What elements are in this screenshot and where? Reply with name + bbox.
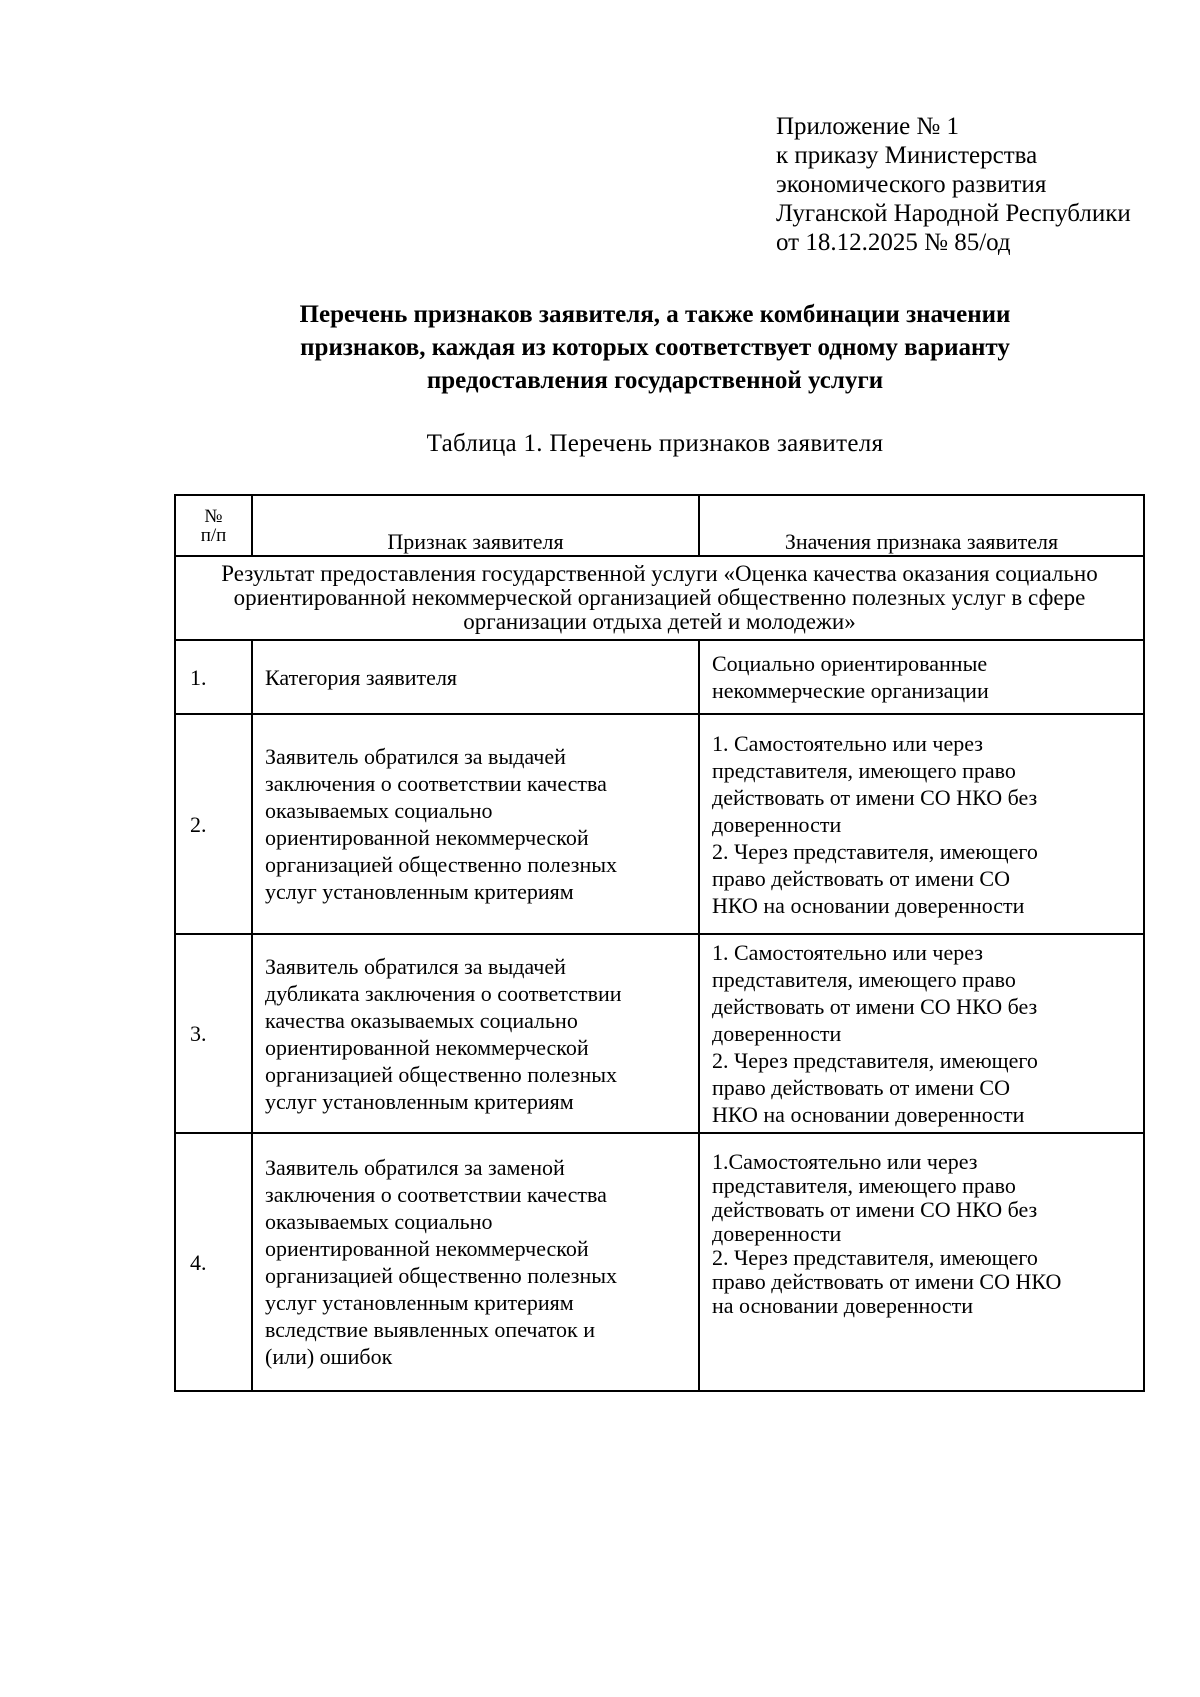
row-number: 3. [175, 934, 252, 1133]
value-line: 2. Через представителя, имеющего [712, 838, 1038, 864]
document-title [175, 298, 1135, 397]
feature-line: ориентированной некоммерческой [265, 825, 589, 850]
appendix-line: к приказу Министерства [776, 142, 1038, 169]
feature-line: ориентированной некоммерческой [265, 1236, 589, 1261]
header-num-cell [175, 495, 252, 556]
value-line: представителя, имеющего право [712, 1173, 1016, 1198]
value-line: доверенности [712, 1021, 842, 1046]
feature-line: Заявитель обратился за выдачей [265, 744, 566, 769]
table-row [175, 640, 1144, 714]
header-num-sign: № [204, 505, 223, 527]
value-line: представителя, имеющего право [712, 967, 1016, 992]
value-line: 1.Самостоятельно или через [712, 1149, 978, 1174]
appendix-block [776, 112, 1131, 257]
row-feature [252, 714, 699, 934]
feature-line: Заявитель обратился за выдачей [265, 953, 566, 979]
title-line: признаков, каждая из которых соответствует одному варианту [300, 334, 1010, 361]
value-line: право действовать от имени СО [712, 865, 1010, 891]
feature-line: услуг установленным критериям [265, 879, 574, 904]
table-header-row [175, 495, 1144, 556]
value-line: 1. Самостоятельно или через [712, 730, 983, 756]
value-line: доверенности [712, 1221, 842, 1246]
feature-line: оказываемых социально [265, 798, 493, 823]
feature-line: Категория заявителя [265, 664, 458, 690]
result-line: ориентированной некоммерческой организацией общественно полезных услуг в сфере [233, 585, 1086, 610]
result-line: организации отдыха детей и молодежи» [463, 609, 856, 634]
value-line: действовать от имени СО НКО без [712, 1197, 1038, 1222]
title-line: предоставления государственной услуги [426, 367, 884, 394]
header-value-cell: Значения признака заявителя [699, 495, 1144, 556]
value-line: доверенности [712, 811, 842, 837]
feature-line: организацией общественно полезных [265, 1263, 618, 1288]
table-row [175, 714, 1144, 934]
header-feature-cell: Признак заявителя [252, 495, 699, 556]
title-line: Перечень признаков заявителя, а также комбинации значении [299, 301, 1011, 328]
value-line: НКО на основании доверенности [712, 1102, 1025, 1127]
appendix-line: от 18.12.2025 № 85/од [776, 229, 1011, 256]
row-number: 1. [175, 640, 252, 714]
row-number: 4. [175, 1133, 252, 1391]
row-number: 2. [175, 714, 252, 934]
feature-line: ориентированной некоммерческой [265, 1034, 589, 1060]
value-line: действовать от имени СО НКО без [712, 994, 1038, 1019]
feature-line: оказываемых социально [265, 1209, 493, 1234]
row-feature [252, 1133, 699, 1391]
value-line: на основании доверенности [712, 1293, 974, 1318]
row-value [699, 1133, 1144, 1391]
row-feature [252, 640, 699, 714]
value-line: НКО на основании доверенности [712, 892, 1025, 918]
value-line: 2. Через представителя, имеющего [712, 1048, 1038, 1073]
value-line: право действовать от имени СО НКО [712, 1269, 1062, 1294]
feature-line: заключения о соответствии качества [265, 771, 607, 796]
appendix-line: Луганской Народной Республики [776, 200, 1131, 227]
value-line: право действовать от имени СО [712, 1075, 1010, 1100]
feature-line: дубликата заключения о соответствии [265, 980, 622, 1006]
header-num-abbr: п/п [200, 524, 227, 546]
value-line: действовать от имени СО НКО без [712, 784, 1038, 810]
result-line: Результат предоставления государственной услуги «Оценка качества оказания социально [221, 561, 1098, 586]
feature-line: (или) ошибок [265, 1344, 393, 1369]
row-value [699, 640, 1144, 714]
feature-line: качества оказываемых социально [265, 1007, 578, 1033]
row-value [699, 714, 1144, 934]
applicant-features-table [174, 494, 1145, 1392]
result-row [175, 556, 1144, 640]
feature-line: Заявитель обратился за заменой [265, 1155, 565, 1180]
value-line: представителя, имеющего право [712, 757, 1016, 783]
feature-line: услуг установленным критериям [265, 1088, 574, 1114]
feature-line: организацией общественно полезных [265, 852, 618, 877]
feature-line: вследствие выявленных опечаток и [265, 1317, 595, 1342]
value-line: 1. Самостоятельно или через [712, 940, 983, 965]
feature-line: организацией общественно полезных [265, 1061, 618, 1087]
value-line: некоммерческие организации [712, 678, 989, 703]
appendix-line: экономического развития [776, 171, 1047, 198]
feature-line: услуг установленным критериям [265, 1290, 574, 1315]
value-line: Социально ориентированные [712, 651, 988, 676]
table-row [175, 934, 1144, 1133]
appendix-line: Приложение № 1 [776, 113, 960, 140]
table-caption: Таблица 1. Перечень признаков заявителя [426, 430, 884, 457]
row-value [699, 934, 1144, 1133]
table-row [175, 1133, 1144, 1391]
row-feature [252, 934, 699, 1133]
value-line: 2. Через представителя, имеющего [712, 1245, 1038, 1270]
feature-line: заключения о соответствии качества [265, 1182, 607, 1207]
result-cell [175, 556, 1144, 640]
